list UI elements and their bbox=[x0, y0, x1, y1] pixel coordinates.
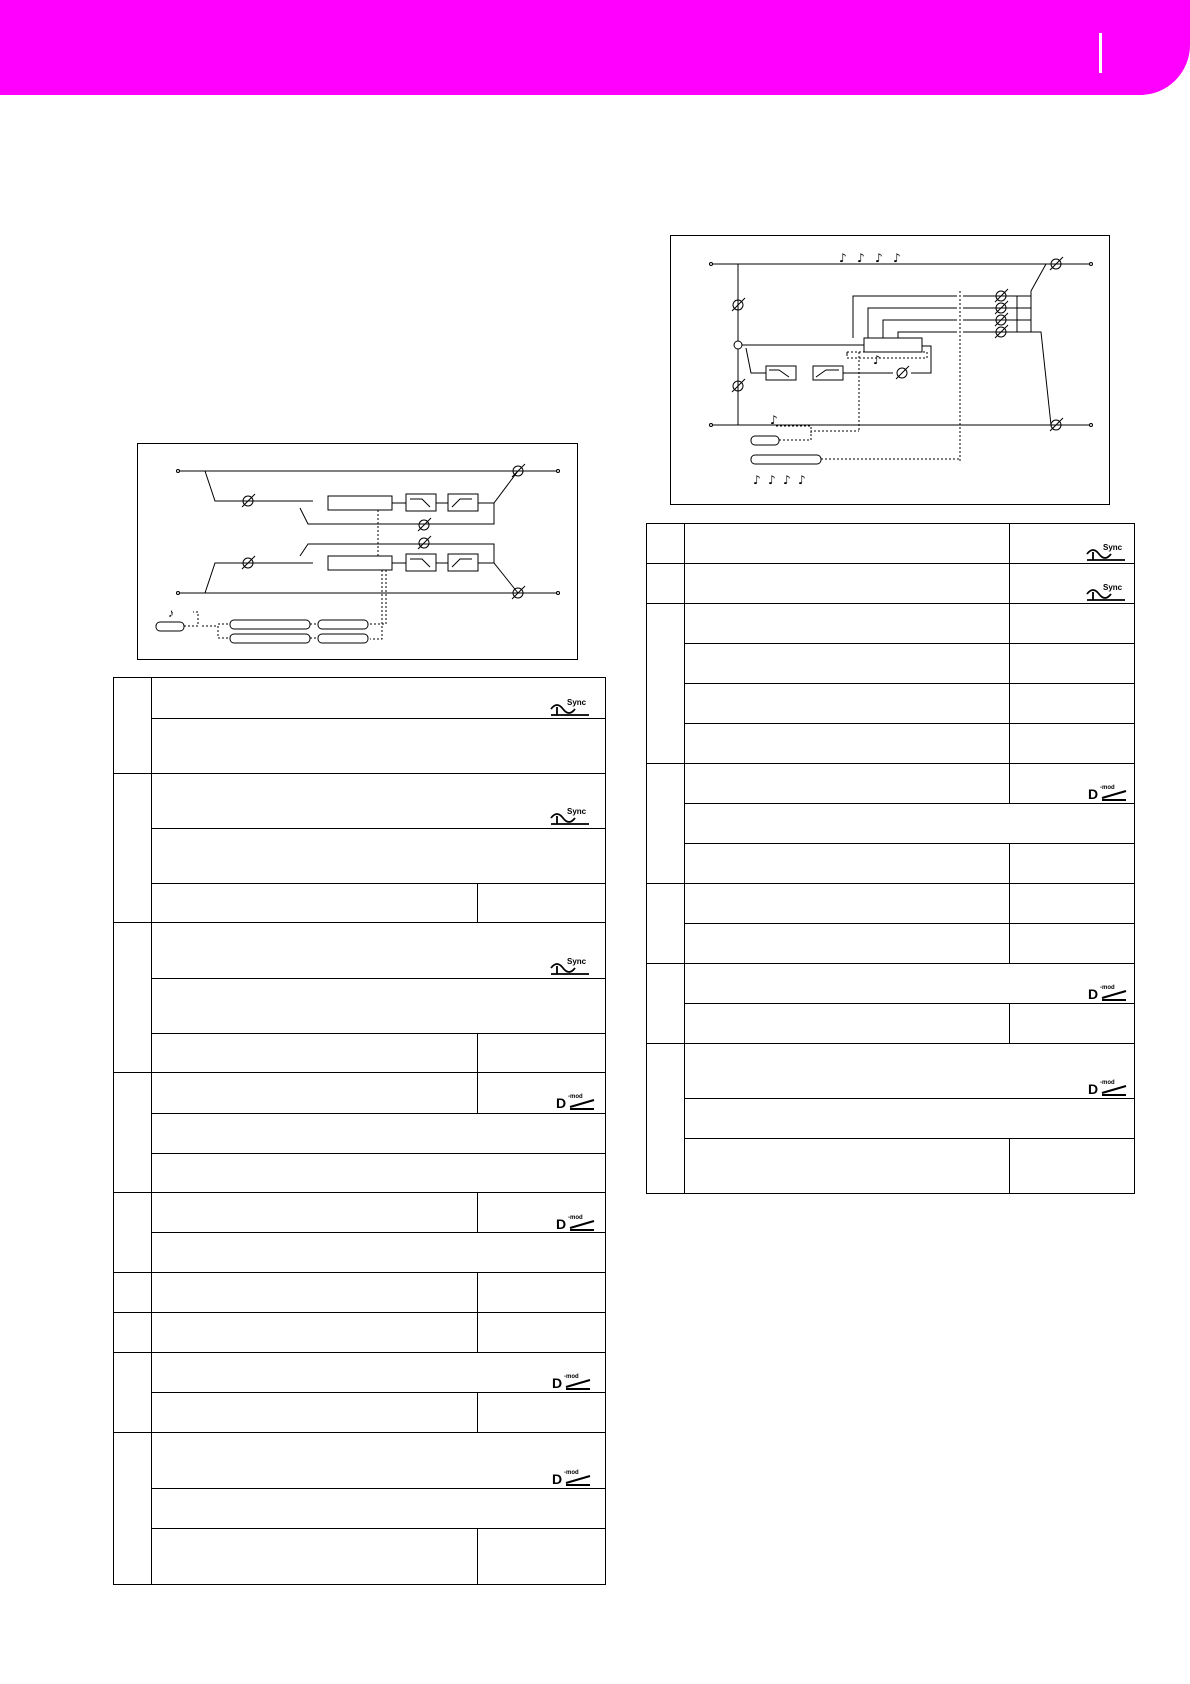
dmod-icon bbox=[552, 1468, 594, 1486]
right-row-divider bbox=[646, 1043, 1135, 1044]
dmod-icon bbox=[556, 1213, 598, 1231]
left-inner-row-divider bbox=[151, 828, 606, 829]
right-inner-row-divider bbox=[684, 1098, 1135, 1099]
svg-text:♪: ♪ bbox=[857, 251, 865, 265]
svg-text:♪: ♪ bbox=[753, 473, 761, 487]
svg-text:-mod: -mod bbox=[1100, 785, 1115, 791]
left-table-label-column-divider bbox=[151, 677, 152, 1585]
sync-icon bbox=[1085, 542, 1127, 562]
svg-text:♪: ♪ bbox=[770, 413, 778, 427]
svg-text:-mod: -mod bbox=[568, 1094, 583, 1100]
right-inner-row-divider bbox=[684, 923, 1135, 924]
svg-text:Sync: Sync bbox=[1103, 543, 1123, 552]
left-inner-row-divider bbox=[151, 883, 606, 884]
svg-text:D: D bbox=[552, 1375, 563, 1390]
left-inner-row-divider bbox=[151, 1113, 606, 1114]
left-row-divider bbox=[113, 1192, 606, 1193]
right-row-divider bbox=[646, 563, 1135, 564]
page-header-band bbox=[0, 0, 1190, 95]
right-row-divider bbox=[646, 763, 1135, 764]
svg-text:Sync: Sync bbox=[567, 698, 587, 707]
svg-text:D: D bbox=[552, 1471, 563, 1486]
left-row-divider bbox=[113, 1072, 606, 1073]
right-row-divider bbox=[646, 963, 1135, 964]
left-value-column-divider bbox=[477, 1272, 478, 1352]
left-row-divider bbox=[113, 1432, 606, 1433]
svg-text:D: D bbox=[1088, 1081, 1099, 1096]
multitap-delay-block-diagram bbox=[670, 235, 1110, 505]
dmod-icon bbox=[1088, 983, 1130, 1001]
dmod-icon bbox=[556, 1092, 598, 1110]
right-inner-row-divider bbox=[684, 723, 1135, 724]
left-value-column-divider bbox=[477, 1033, 478, 1072]
right-value-column-divider bbox=[1009, 1003, 1010, 1043]
right-row-divider bbox=[646, 883, 1135, 884]
left-inner-row-divider bbox=[151, 1488, 606, 1489]
svg-text:♪: ♪ bbox=[875, 251, 883, 265]
left-row-divider bbox=[113, 922, 606, 923]
left-parameter-table bbox=[113, 677, 606, 1585]
svg-text:-mod: -mod bbox=[1100, 1080, 1115, 1086]
right-inner-row-divider bbox=[684, 643, 1135, 644]
left-inner-row-divider bbox=[151, 1033, 606, 1034]
left-value-column-divider bbox=[477, 1528, 478, 1585]
svg-text:-mod: -mod bbox=[564, 1470, 579, 1476]
svg-text:D: D bbox=[556, 1216, 567, 1231]
right-inner-row-divider bbox=[684, 1003, 1135, 1004]
svg-text:♪: ♪ bbox=[783, 473, 791, 487]
right-inner-row-divider bbox=[684, 803, 1135, 804]
svg-text:♪: ♪ bbox=[168, 606, 174, 620]
dual-delay-block-diagram bbox=[137, 443, 578, 660]
svg-text:Sync: Sync bbox=[567, 957, 587, 966]
left-inner-row-divider bbox=[151, 978, 606, 979]
left-inner-row-divider bbox=[151, 1153, 606, 1154]
left-row-divider bbox=[113, 1352, 606, 1353]
right-value-column-divider bbox=[1009, 523, 1010, 803]
svg-text:D: D bbox=[556, 1095, 567, 1110]
svg-text:♪: ♪ bbox=[893, 251, 901, 265]
right-table-label-column-divider bbox=[684, 523, 685, 1194]
svg-text:-mod: -mod bbox=[1100, 985, 1115, 991]
svg-text:♪: ♪ bbox=[768, 473, 776, 487]
left-value-column-divider bbox=[477, 1392, 478, 1432]
sync-icon bbox=[549, 806, 591, 826]
sync-icon bbox=[549, 697, 591, 717]
left-inner-row-divider bbox=[151, 1232, 606, 1233]
left-row-divider bbox=[113, 773, 606, 774]
left-row-divider bbox=[113, 1272, 606, 1273]
dmod-icon bbox=[1088, 1078, 1130, 1096]
right-row-divider bbox=[646, 603, 1135, 604]
right-inner-row-divider bbox=[684, 1138, 1135, 1139]
left-inner-row-divider bbox=[151, 1528, 606, 1529]
left-value-column-divider bbox=[477, 1072, 478, 1113]
svg-text:Sync: Sync bbox=[567, 807, 587, 816]
svg-text:-mod: -mod bbox=[564, 1374, 579, 1380]
svg-text:♪: ♪ bbox=[873, 353, 881, 367]
left-inner-row-divider bbox=[151, 1392, 606, 1393]
left-value-column-divider bbox=[477, 1192, 478, 1232]
left-row-divider bbox=[113, 1312, 606, 1313]
right-value-column-divider bbox=[1009, 1138, 1010, 1194]
sync-icon bbox=[549, 956, 591, 976]
left-value-column-divider bbox=[477, 883, 478, 922]
svg-text:♪: ♪ bbox=[839, 251, 847, 265]
right-inner-row-divider bbox=[684, 683, 1135, 684]
dmod-icon bbox=[552, 1372, 594, 1390]
svg-text:♪: ♪ bbox=[798, 473, 806, 487]
left-inner-row-divider bbox=[151, 718, 606, 719]
svg-text:-mod: -mod bbox=[568, 1215, 583, 1221]
dmod-icon bbox=[1088, 783, 1130, 801]
svg-text:Sync: Sync bbox=[1103, 583, 1123, 592]
right-inner-row-divider bbox=[684, 843, 1135, 844]
svg-text:D: D bbox=[1088, 786, 1099, 801]
svg-text:D: D bbox=[1088, 986, 1099, 1001]
sync-icon bbox=[1085, 582, 1127, 602]
right-parameter-table bbox=[646, 523, 1135, 1194]
right-value-column-divider bbox=[1009, 843, 1010, 963]
header-page-marker bbox=[1099, 33, 1102, 73]
